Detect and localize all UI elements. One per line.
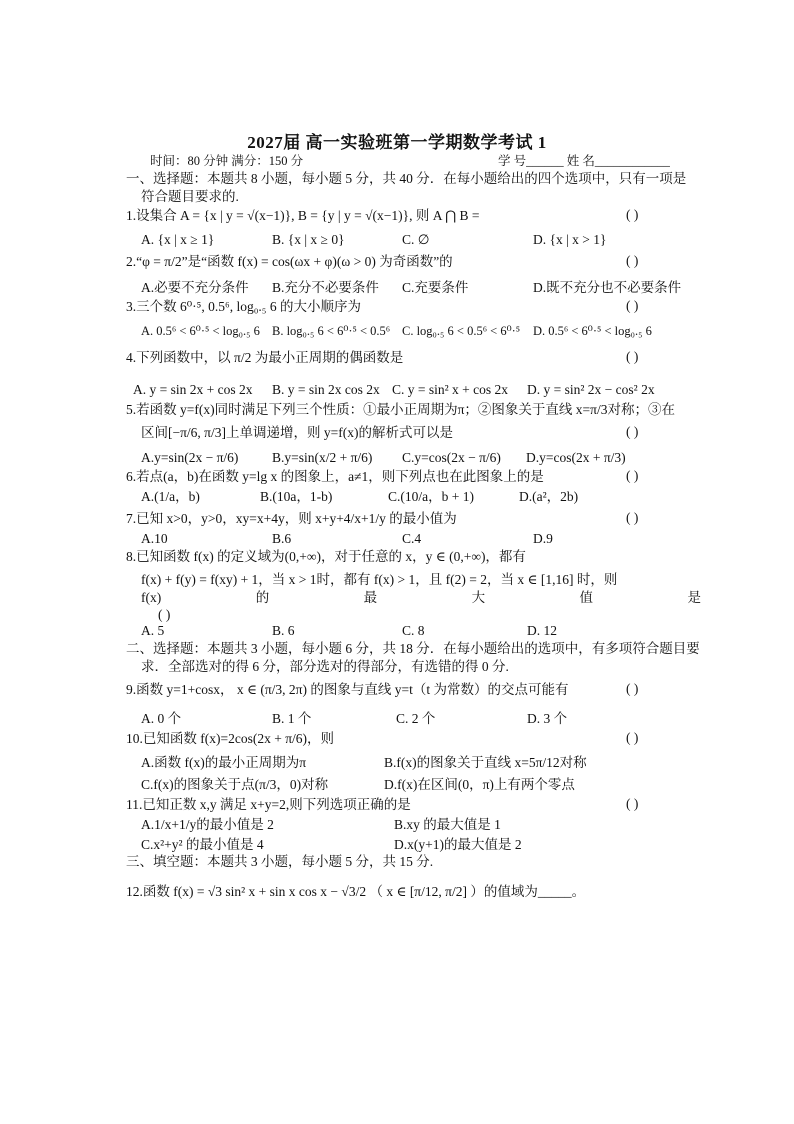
q6-option-d: D.(a²，2b) [519,489,579,504]
q8-option-c: C. 8 [402,623,425,638]
q10-option-c: C.f(x)的图象关于点(π/3，0)对称 [141,777,329,792]
q5-stem-line1: 5.若函数 y=f(x)同时满足下列三个性质：①最小正周期为π；②图象关于直线 x=π/3对称；③在 [126,402,675,417]
q6-answer-paren: ( ) [626,468,639,483]
q6-stem: 6.若点(a，b)在函数 y=lg x 的图象上，a≠1，则下列点也在此图象上的是 [126,469,544,484]
q1-stem: 1.设集合 A = {x | y = √(x−1)}, B = {y | y = √(x−1)}, 则 A ⋂ B = [126,208,480,223]
q9-option-d: D. 3 个 [527,711,568,726]
q4-option-b: B. y = sin 2x cos 2x [272,382,380,397]
q5-option-c: C.y=cos(2x − π/6) [402,450,501,465]
q1-option-c: C. ∅ [402,232,430,247]
q9-answer-paren: ( ) [626,681,639,696]
q4-option-c: C. y = sin² x + cos 2x [392,382,509,397]
q5-option-a: A.y=sin(2x − π/6) [141,450,239,465]
q11-option-b: B.xy 的最大值是 1 [394,817,501,832]
q7-option-d: D.9 [533,531,553,546]
q7-answer-paren: ( ) [626,510,639,525]
q11-answer-paren: ( ) [626,796,639,811]
q11-option-c: C.x²+y² 的最小值是 4 [141,837,264,852]
q9-stem: 9.函数 y=1+cosx， x ∈ (π/3, 2π) 的图象与直线 y=t（t 为常数）的交点可能有 [126,682,569,697]
q10-answer-paren: ( ) [626,730,639,745]
q1-answer-paren: ( ) [626,207,639,222]
q11-option-a: A.1/x+1/y的最小值是 2 [141,817,274,832]
q8-option-a: A. 5 [141,623,165,638]
section-2-heading: 二、选择题：本题共 3 小题，每小题 6 分，共 18 分．在每小题给出的选项中，有多项符合题目要 [126,641,700,656]
q12-stem: 12.函数 f(x) = √3 sin² x + sin x cos x − √3/2 （ x ∈ [π/12, π/2] ）的值域为_____。 [126,884,586,899]
q8-stem-line2: f(x) + f(y) = f(xy) + 1，当 x > 1时，都有 f(x) > 1，且 f(2) = 2，当 x ∈ [1,16] 时，则 [141,572,618,587]
q2-option-c: C.充要条件 [402,280,469,295]
q11-stem: 11.已知正数 x,y 满足 x+y=2,则下列选项正确的是 [126,797,411,812]
exam-title: 2027届 高一实验班第一学期数学考试 1 [247,133,547,152]
q7-stem: 7.已知 x>0，y>0，xy=x+4y，则 x+y+4/x+1/y 的最小值为 [126,511,457,526]
q4-option-d: D. y = sin² 2x − cos² 2x [527,382,655,397]
q2-stem: 2.“φ = π/2”是“函数 f(x) = cos(ωx + φ)(ω > 0) 为奇函数”的 [126,254,453,269]
q6-option-b: B.(10a，1-b) [260,489,333,504]
q8-word: 值 [579,590,593,605]
q10-option-d: D.f(x)在区间(0，π)上有两个零点 [384,777,575,792]
q1-option-b: B. {x | x ≥ 0} [272,232,345,247]
q4-answer-paren: ( ) [626,349,639,364]
q9-option-a: A. 0 个 [141,711,182,726]
q5-stem-line2: 区间[−π/6, π/3]上单调递增，则 y=f(x)的解析式可以是 [141,425,453,440]
q8-word: 大 [471,590,486,605]
q3-option-c: C. log₀.₅ 6 < 0.5⁶ < 6⁰·⁵ [402,324,521,338]
q2-option-d: D.既不充分也不必要条件 [533,280,682,295]
q7-option-c: C.4 [402,531,422,546]
q7-option-a: A.10 [141,531,168,546]
q1-option-a: A. {x | x ≥ 1} [141,232,215,247]
q1-option-d: D. {x | x > 1} [533,232,607,247]
q11-option-d: D.x(y+1)的最大值是 2 [394,837,522,852]
q5-answer-paren: ( ) [626,424,639,439]
q3-option-b: B. log₀.₅ 6 < 6⁰·⁵ < 0.5⁶ [272,324,391,338]
q10-stem: 10.已知函数 f(x)=2cos(2x + π/6)，则 [126,731,335,746]
q8-option-d: D. 12 [527,623,557,638]
q2-option-b: B.充分不必要条件 [272,280,379,295]
q2-option-a: A.必要不充分条件 [141,280,249,295]
q10-option-b: B.f(x)的图象关于直线 x=5π/12对称 [384,755,587,770]
q8-option-b: B. 6 [272,623,295,638]
q8-answer-paren: ( ) [158,607,171,622]
section-3-heading: 三、填空题：本题共 3 小题，每小题 5 分，共 15 分. [126,854,434,869]
section-1-heading-cont: 符合题目要求的. [141,189,239,204]
q8-word: 的 [255,590,270,605]
q8-stem-line1: 8.已知函数 f(x) 的定义域为(0,+∞)，对于任意的 x，y ∈ (0,+∞)，都有 [126,549,526,564]
q6-option-a: A.(1/a，b) [141,489,200,504]
exam-meta-student: 学 号______ 姓 名____________ [498,154,670,168]
q8-word: 最 [363,590,378,605]
q9-option-b: B. 1 个 [272,711,312,726]
q8-word: 是 [687,590,701,605]
q8-stem-line3 [141,589,701,607]
q4-stem: 4.下列函数中，以 π/2 为最小正周期的偶函数是 [126,350,404,365]
q3-option-d: D. 0.5⁶ < 6⁰·⁵ < log₀.₅ 6 [533,324,652,338]
q5-option-b: B.y=sin(x/2 + π/6) [272,450,373,465]
exam-meta-time: 时间：80 分钟 满分：150 分 [150,154,304,168]
section-1-heading: 一、选择题：本题共 8 小题，每小题 5 分，共 40 分．在每小题给出的四个选项中，只有一项是 [126,171,687,186]
q3-option-a: A. 0.5⁶ < 6⁰·⁵ < log₀.₅ 6 [141,324,260,338]
q4-option-a: A. y = sin 2x + cos 2x [133,382,253,397]
q9-option-c: C. 2 个 [396,711,436,726]
q6-option-c: C.(10/a，b + 1) [388,489,474,504]
q3-stem: 3.三个数 6⁰·⁵, 0.5⁶, log₀.₅ 6 的大小顺序为 [126,299,361,314]
q5-option-d: D.y=cos(2x + π/3) [526,450,626,465]
q8-word: f(x) [141,590,162,605]
q2-answer-paren: ( ) [626,253,639,268]
section-2-heading-cont: 求．全部选对的得 6 分，部分选对的得部分，有选错的得 0 分. [141,659,509,674]
q7-option-b: B.6 [272,531,292,546]
q3-answer-paren: ( ) [626,298,639,313]
q10-option-a: A.函数 f(x)的最小正周期为π [141,755,307,770]
